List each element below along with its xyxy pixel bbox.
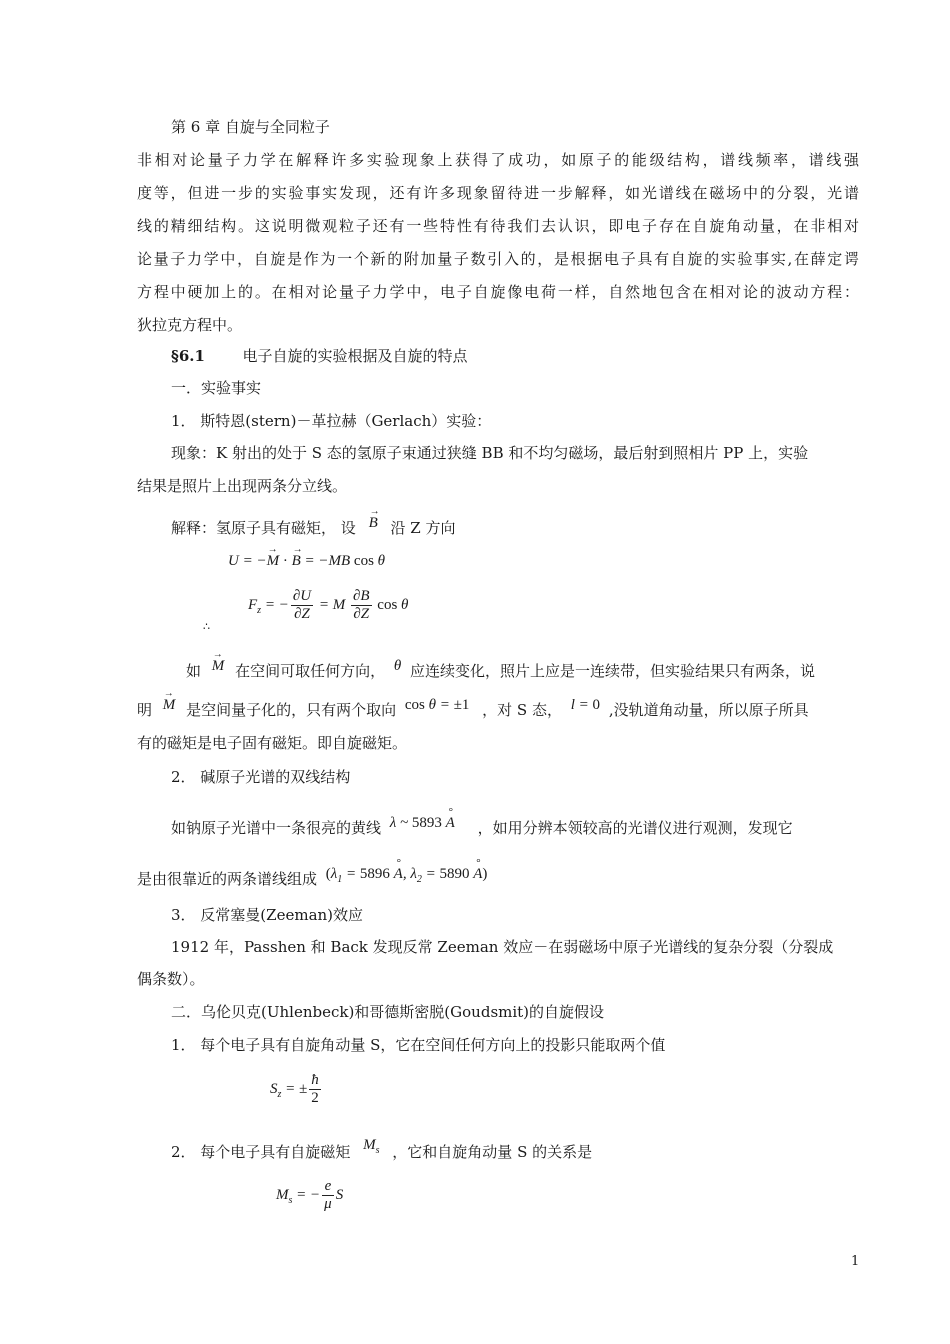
part2-heading: 二．乌伦贝克(Uhlenbeck)和哥德斯密脱(Goudsmit)的自旋假设: [171, 1003, 605, 1021]
math-M-vector: → M: [212, 658, 225, 674]
explain-text-b: 沿 Z 方向: [390, 519, 456, 537]
chapter-title: 第 6 章 自旋与全同粒子: [171, 118, 330, 136]
page-number: 1: [851, 1254, 860, 1269]
phenomenon-line-2: 结果是照片上出现两条分立线。: [137, 477, 348, 495]
section-heading: [171, 346, 468, 366]
para-text: ，对 S 态，: [482, 701, 562, 719]
para-text: ,没轨道角动量，所以原子所具: [608, 701, 809, 719]
math-B-vector: → B: [369, 515, 378, 531]
therefore-symbol: ∴: [203, 620, 210, 633]
math-theta: θ: [393, 658, 402, 674]
equation-force: $F_z$ = − $\frac{\partial U}{\partial Z}$ = M $\frac{\partial B}{\partial Z}$ cos θ: [248, 588, 409, 622]
intro-line-2: 度等，但进一步的实验事实发现，还有许多现象留待进一步解释，如光谱线在磁场中的分裂，光谱: [137, 184, 859, 202]
item2-line-2: [137, 866, 488, 896]
item1-title: 1． 斯特恩(stern)－革拉赫（Gerlach）实验：: [171, 412, 492, 430]
para-text: ，它和自旋角动量 S 的关系是: [392, 1143, 593, 1161]
intro-line-4: 论量子力学中，自旋是作为一个新的附加量子数引入的，是根据电子具有自旋的实验事实,在薛定谔: [137, 250, 859, 268]
section-number: §6.1: [171, 347, 205, 365]
math-cos-theta-pm1: cos θ = ±1: [404, 697, 470, 713]
phenomenon-line-1: 现象：K 射出的处于 S 态的氢原子束通过狭缝 BB 和不均匀磁场，最后射到照相片 PP 上，实验: [171, 444, 809, 462]
intro-line-6: 狄拉克方程中。: [137, 316, 243, 334]
para-text: 是空间量子化的，只有两个取向: [186, 701, 397, 719]
math-M-vector: → M: [163, 697, 176, 713]
para-text: 应连续变化，照片上应是一连续带，但实验结果只有两条，说: [410, 662, 816, 680]
math-lambda-5893: λ ~ 5893 ° A: [390, 815, 455, 831]
item2-title: 2． 碱原子光谱的双线结构: [171, 768, 351, 786]
item3-title: 3． 反常塞曼(Zeeman)效应: [171, 906, 364, 924]
explain-para-line-2: [137, 697, 809, 721]
item2-line-1: [171, 815, 793, 839]
item3-line-2: 偶条数）。: [137, 970, 205, 988]
intro-line-3: 线的精细结构。这说明微观粒子还有一些特性有待我们去认识，即电子存在自旋角动量，在非相对: [137, 217, 859, 235]
intro-line-5: 方程中硬加上的。在相对论量子力学中，电子自旋像电荷一样，自然地包含在相对论的波动方程：: [137, 283, 859, 301]
math-doublet: ($\lambda_1 = 5896$ ° A, $\lambda_2 = 5890$ ° A): [326, 866, 488, 882]
equation-Ms: $M_s$ = − $\frac{e}{\mu}$ S: [276, 1178, 344, 1212]
section-title: 电子自旋的实验根据及自旋的特点: [242, 347, 468, 365]
explain-para-line-1: [186, 658, 859, 682]
para-text: 如钠原子光谱中一条很亮的黄线: [171, 819, 382, 837]
explain-para-line-3: 有的磁矩是电子固有磁矩。即自旋磁矩。: [137, 734, 408, 752]
para-text: 是由很靠近的两条谱线组成: [137, 870, 318, 888]
math-Ms: $M_s$: [363, 1137, 380, 1156]
equation-potential-energy: U = −→ M · → B = −MB cos θ: [228, 551, 385, 571]
hypothesis-2: [171, 1137, 593, 1169]
explain-text-a: 解释：氢原子具有磁矩， 设: [171, 519, 356, 537]
hypothesis-1: 1． 每个电子具有自旋角动量 S，它在空间任何方向上的投影只能取两个值: [171, 1036, 666, 1054]
para-text: 在空间可取任何方向，: [235, 662, 386, 680]
para-text: 2． 每个电子具有自旋磁矩: [171, 1143, 351, 1161]
equation-Sz: $S_z$ = ± $\frac{ħ}{2}$: [270, 1072, 319, 1106]
para-text: 明: [137, 701, 153, 719]
para-text: 如: [186, 662, 202, 680]
item3-line-1: 1912 年，Passhen 和 Back 发现反常 Zeeman 效应－在弱磁场中原子光谱线的复杂分裂（分裂成: [171, 938, 834, 956]
explain-line: [171, 515, 456, 539]
part1-heading: 一．实验事实: [171, 379, 262, 397]
para-text: ，如用分辨本领较高的光谱仪进行观测，发现它: [477, 819, 793, 837]
math-l-equals-zero: l = 0: [570, 697, 601, 713]
intro-line-1: 非相对论量子力学在解释许多实验现象上获得了成功，如原子的能级结构，谱线频率，谱线强: [137, 151, 859, 169]
